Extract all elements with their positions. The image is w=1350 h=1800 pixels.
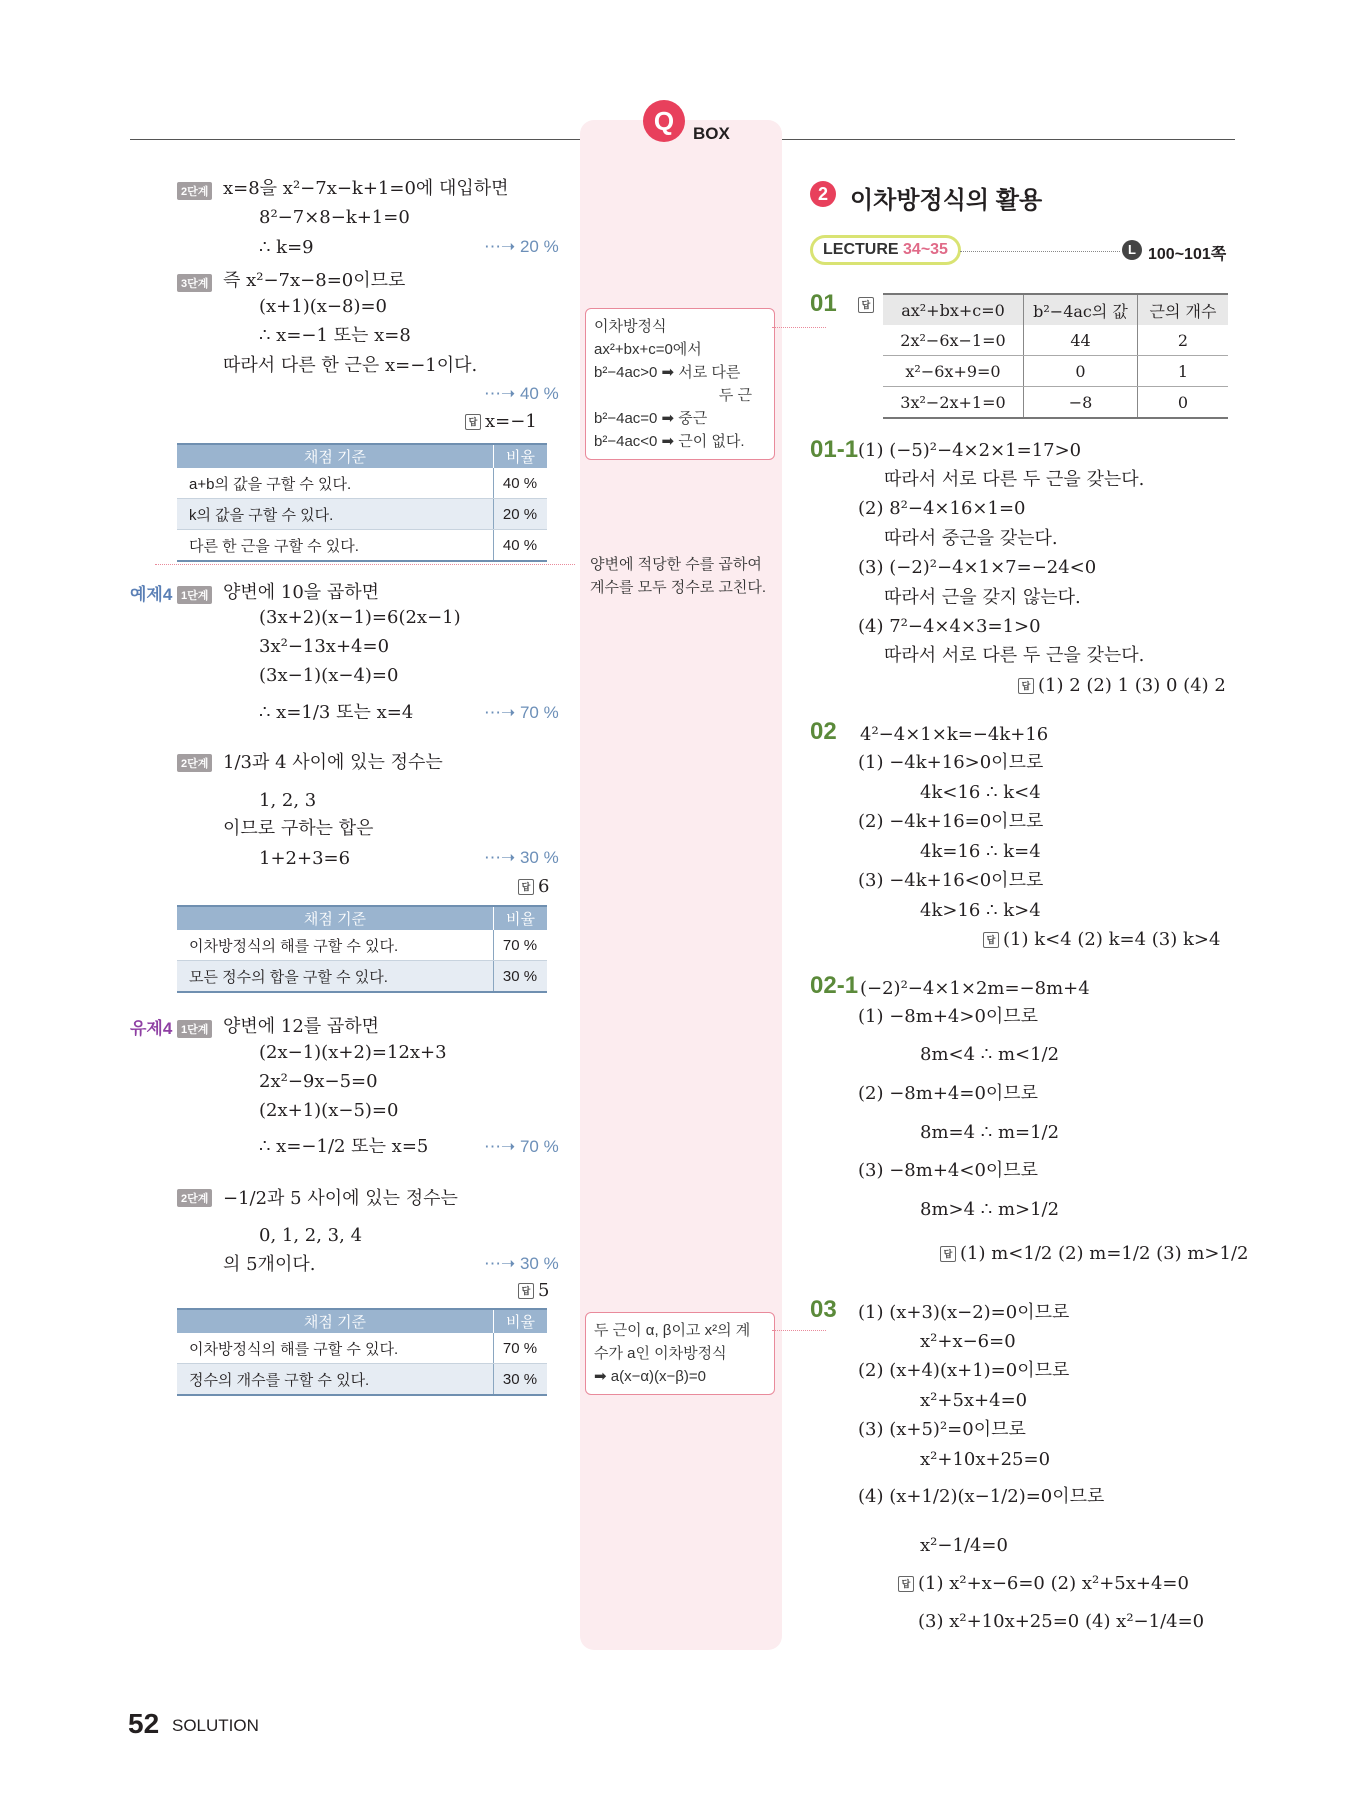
solution-line: x²+x−6=0 [920, 1331, 1016, 1352]
solution-line: (3) −4k+16<0이므로 [858, 870, 1044, 891]
solution-line: 즉 x²−7x−8=0이므로 [223, 270, 406, 291]
footer-section: SOLUTION [172, 1716, 259, 1735]
grading-criterion: a+b의 값을 구할 수 있다. [177, 468, 494, 499]
section-title: 이차방정식의 활용 [850, 187, 1043, 214]
grading-ratio: 30 % [494, 961, 548, 993]
table-header: 근의 개수 [1138, 294, 1229, 325]
solution-line: x=8을 x²−7x−k+1=0에 대입하면 [223, 178, 509, 199]
solution-line: 4k>16 ∴ k>4 [920, 900, 1041, 921]
problem-number: 02-1 [810, 972, 859, 999]
answer: 답 5 [518, 1280, 549, 1301]
solution-line: (2x+1)(x−5)=0 [259, 1100, 399, 1121]
grading-header: 비율 [494, 906, 548, 930]
solution-line: ∴ x=−1/2 또는 x=5 [259, 1136, 429, 1157]
solution-line: 1, 2, 3 [259, 790, 317, 811]
solution-line: 따라서 서로 다른 두 근을 갖는다. [884, 645, 1145, 666]
qbox-note: 이차방정식 ax²+bx+c=0에서 b²−4ac>0 ➡ 서로 다른 두 근 b²−4ac=0 ➡ 중근 b²−4ac<0 ➡ 근이 없다. [585, 308, 775, 460]
solution-line: ∴ x=−1 또는 x=8 [259, 325, 411, 346]
score-percent: ⋯➝ 70 % [484, 1137, 559, 1156]
solution-line: 양변에 10을 곱하면 [223, 582, 380, 603]
grading-ratio: 70 % [494, 1333, 548, 1364]
problem-number: 01-1 [810, 436, 859, 463]
grading-criterion: 이차방정식의 해를 구할 수 있다. [177, 930, 494, 961]
page-reference: 100~101쪽 [1148, 246, 1227, 263]
solution-line: 이므로 구하는 합은 [223, 818, 374, 839]
page-number: 52 [128, 1708, 160, 1739]
solution-line: 의 5개이다. [223, 1254, 316, 1275]
solution-line: 따라서 근을 갖지 않는다. [884, 587, 1081, 608]
leader-dots [960, 251, 1120, 252]
solution-line: (−2)²−4×1×2m=−8m+4 [860, 978, 1090, 999]
step-badge: 1단계 [177, 1018, 212, 1038]
table-cell: 2 [1138, 325, 1229, 356]
lecture-badge: LECTURE 34~35 [810, 235, 961, 265]
answer: 답 (1) m<1/2 (2) m=1/2 (3) m>1/2 [940, 1243, 1248, 1264]
solution-line: 4k<16 ∴ k<4 [920, 782, 1041, 803]
solution-line: x²−1/4=0 [920, 1535, 1008, 1556]
step-badge: 2단계 [177, 180, 212, 200]
grading-header: 비율 [494, 1309, 548, 1333]
solution-line: x²+5x+4=0 [920, 1390, 1028, 1411]
solution-line: (1) (x+3)(x−2)=0이므로 [858, 1302, 1070, 1323]
solution-line: 따라서 다른 한 근은 x=−1이다. [223, 355, 478, 376]
solution-line: 3x²−13x+4=0 [259, 636, 390, 657]
solution-line: (2) −8m+4=0이므로 [858, 1083, 1039, 1104]
problem-number: 03 [810, 1296, 837, 1323]
answer: 답 x=−1 [465, 411, 537, 432]
grading-header: 채점 기준 [177, 906, 494, 930]
solution-line: 0, 1, 2, 3, 4 [259, 1225, 363, 1246]
answer-icon: 답 [518, 1283, 534, 1299]
table-header: b²−4ac의 값 [1024, 294, 1138, 325]
discriminant-table [883, 293, 1228, 419]
grading-ratio: 20 % [494, 499, 548, 530]
solution-line: 8m<4 ∴ m<1/2 [920, 1044, 1060, 1065]
score-percent: ⋯➝ 70 % [484, 703, 559, 722]
grading-header: 채점 기준 [177, 444, 494, 468]
solution-line: (4) 7²−4×4×3=1>0 [858, 616, 1041, 637]
table-cell: 2x²−6x−1=0 [883, 325, 1024, 356]
solution-line: (2) (x+4)(x+1)=0이므로 [858, 1360, 1070, 1381]
solution-line: 4²−4×1×k=−4k+16 [860, 724, 1049, 745]
answer-icon: 답 [518, 879, 534, 895]
table-cell: x²−6x+9=0 [883, 356, 1024, 387]
score-percent: ⋯➝ 30 % [484, 848, 559, 867]
grading-criterion: 이차방정식의 해를 구할 수 있다. [177, 1333, 494, 1364]
qbox-icon: Q [643, 100, 685, 142]
solution-line: (1) −8m+4>0이므로 [858, 1006, 1039, 1027]
grading-criterion: 정수의 개수를 구할 수 있다. [177, 1364, 494, 1396]
answer-icon: 답 [858, 295, 878, 314]
solution-line: 8²−7×8−k+1=0 [259, 207, 410, 228]
note-connector [772, 1330, 826, 1331]
step-badge: 2단계 [177, 752, 212, 772]
solution-line: (4) (x+1/2)(x−1/2)=0이므로 [858, 1486, 1105, 1507]
grading-ratio: 40 % [494, 468, 548, 499]
solution-line: (2) 8²−4×16×1=0 [858, 498, 1026, 519]
table-cell: 1 [1138, 356, 1229, 387]
solution-line: 1+2+3=6 [259, 848, 351, 869]
solution-line: 따라서 중근을 갖는다. [884, 528, 1058, 549]
step-badge: 1단계 [177, 584, 212, 604]
solution-line: 2x²−9x−5=0 [259, 1071, 378, 1092]
solution-line: (3) −8m+4<0이므로 [858, 1160, 1039, 1181]
qbox-label: BOX [693, 124, 730, 143]
answer: 답 (1) x²+x−6=0 (2) x²+5x+4=0 [898, 1573, 1189, 1594]
solution-line: (2) −4k+16=0이므로 [858, 811, 1044, 832]
solution-line: 8m=4 ∴ m=1/2 [920, 1122, 1060, 1143]
solution-line: (x+1)(x−8)=0 [259, 296, 387, 317]
solution-line: x²+10x+25=0 [920, 1449, 1051, 1470]
solution-line: 따라서 서로 다른 두 근을 갖는다. [884, 469, 1145, 490]
grading-ratio: 70 % [494, 930, 548, 961]
grading-table [177, 1308, 547, 1396]
table-cell: 0 [1024, 356, 1138, 387]
solution-line: (3x+2)(x−1)=6(2x−1) [259, 607, 461, 628]
score-percent: ⋯➝ 40 % [484, 384, 559, 403]
score-percent: ⋯➝ 30 % [484, 1254, 559, 1273]
answer-icon: 답 [983, 932, 999, 948]
note-connector [772, 327, 826, 328]
answer-icon: 답 [898, 1576, 914, 1592]
solution-line: ∴ k=9 [259, 237, 314, 258]
table-header: ax²+bx+c=0 [883, 294, 1024, 325]
grading-table [177, 443, 547, 562]
solution-line: −1/2과 5 사이에 있는 정수는 [223, 1188, 458, 1209]
solution-line: (3) (x+5)²=0이므로 [858, 1419, 1026, 1440]
grading-ratio: 30 % [494, 1364, 548, 1396]
solution-line: (3) (−2)²−4×1×7=−24<0 [858, 557, 1097, 578]
section-number: 2 [810, 181, 836, 207]
answer: 답 6 [518, 876, 549, 897]
score-percent: ⋯➝ 20 % [484, 237, 559, 256]
problem-number: 01 [810, 290, 837, 317]
qbox-note: 양변에 적당한 수를 곱하여 계수를 모두 정수로 고친다. [590, 556, 767, 596]
grading-header: 비율 [494, 444, 548, 468]
solution-line: (3x−1)(x−4)=0 [259, 665, 399, 686]
lecture-icon: L [1122, 240, 1142, 260]
solution-line: 4k=16 ∴ k=4 [920, 841, 1041, 862]
solution-line: ∴ x=1/3 또는 x=4 [259, 702, 414, 723]
table-cell: −8 [1024, 387, 1138, 419]
grading-table [177, 905, 547, 993]
table-cell: 44 [1024, 325, 1138, 356]
grading-criterion: 다른 한 근을 구할 수 있다. [177, 530, 494, 562]
answer-icon: 답 [1018, 678, 1034, 694]
grading-ratio: 40 % [494, 530, 548, 562]
exercise-label: 유제4 [130, 1019, 173, 1038]
solution-line: (2x−1)(x+2)=12x+3 [259, 1042, 447, 1063]
grading-criterion: k의 값을 구할 수 있다. [177, 499, 494, 530]
step-badge: 3단계 [177, 272, 212, 292]
table-cell: 3x²−2x+1=0 [883, 387, 1024, 419]
step-badge: 2단계 [177, 1187, 212, 1207]
answer: (3) x²+10x+25=0 (4) x²−1/4=0 [918, 1611, 1205, 1632]
solution-line: (1) (−5)²−4×2×1=17>0 [858, 440, 1082, 461]
solution-line: (1) −4k+16>0이므로 [858, 752, 1044, 773]
solution-line: 8m>4 ∴ m>1/2 [920, 1199, 1060, 1220]
example-label: 예제4 [130, 585, 173, 604]
note-connector [155, 564, 575, 565]
answer: 답 (1) k<4 (2) k=4 (3) k>4 [983, 929, 1220, 950]
answer-icon: 답 [940, 1246, 956, 1262]
grading-header: 채점 기준 [177, 1309, 494, 1333]
answer-icon: 답 [465, 414, 481, 430]
qbox-note: 두 근이 α, β이고 x²의 계 수가 a인 이차방정식 ➡ a(x−α)(x−β)=0 [585, 1312, 775, 1395]
grading-criterion: 모든 정수의 합을 구할 수 있다. [177, 961, 494, 993]
table-cell: 0 [1138, 387, 1229, 419]
solution-line: 양변에 12를 곱하면 [223, 1016, 380, 1037]
answer: 답 (1) 2 (2) 1 (3) 0 (4) 2 [1018, 675, 1226, 696]
problem-number: 02 [810, 718, 837, 745]
solution-line: 1/3과 4 사이에 있는 정수는 [223, 752, 443, 773]
